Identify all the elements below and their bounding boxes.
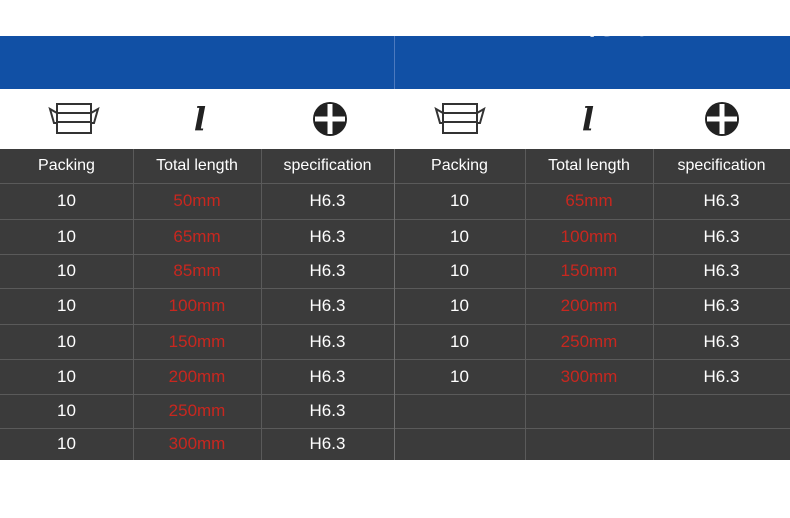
column-header: Total length	[548, 157, 630, 174]
column-header: specification	[677, 157, 766, 174]
table-cell: 150mm	[560, 261, 618, 280]
table-cell: H6.3	[309, 226, 346, 246]
left-group-title: PH2	[169, 11, 225, 42]
table-cell: 10	[450, 226, 469, 246]
table-cell: H6.3	[309, 401, 346, 420]
table-cell: 200mm	[560, 296, 618, 315]
table-cell: 50mm	[173, 191, 221, 210]
table-cell: 10	[450, 366, 469, 386]
table-cell: H6.3	[703, 296, 740, 315]
table-cell: H6.3	[309, 296, 346, 315]
table-cell: 300mm	[560, 366, 618, 386]
table-cell: H6.3	[703, 226, 740, 246]
length-l-icon	[558, 98, 618, 140]
table-cell: 10	[57, 401, 76, 420]
title-divider	[394, 36, 395, 89]
row-divider	[0, 428, 790, 429]
group-divider	[394, 149, 395, 460]
row-divider	[0, 219, 790, 220]
table-cell: 250mm	[168, 401, 226, 420]
box-icon	[44, 98, 104, 140]
table-cell: H6.3	[703, 191, 740, 210]
column-header: specification	[283, 157, 372, 174]
table-cell: 200mm	[168, 366, 226, 386]
table-cell: 10	[450, 331, 469, 351]
length-symbol: l	[581, 100, 595, 138]
row-divider	[0, 359, 790, 360]
table-cell: 85mm	[173, 261, 221, 280]
table-cell: 10	[57, 261, 76, 280]
column-divider	[261, 149, 262, 460]
table-cell: H6.3	[309, 261, 346, 280]
table-cell: H6.3	[309, 434, 346, 453]
table-cell: 100mm	[168, 296, 226, 315]
table-cell: 10	[57, 226, 76, 246]
phillips-cross-icon	[692, 98, 752, 140]
table-cell: 300mm	[168, 434, 226, 453]
table-cell: 250mm	[560, 331, 618, 351]
column-header: Packing	[38, 157, 95, 174]
table-cell: H6.3	[703, 366, 740, 386]
length-l-icon	[170, 98, 230, 140]
row-divider	[0, 394, 790, 395]
box-icon	[430, 98, 490, 140]
table-cell: 150mm	[168, 331, 226, 351]
table-cell: 10	[450, 191, 469, 210]
right-group-title: PH2/SL6	[535, 11, 650, 42]
table-cell: 10	[450, 261, 469, 280]
row-divider	[0, 288, 790, 289]
table-cell: H6.3	[703, 331, 740, 351]
column-divider	[653, 149, 654, 460]
row-divider	[0, 254, 790, 255]
table-cell: 10	[57, 191, 76, 210]
table-cell: 10	[57, 331, 76, 351]
table-cell: 10	[57, 434, 76, 453]
table-cell: 10	[57, 296, 76, 315]
table-cell: H6.3	[703, 261, 740, 280]
phillips-cross-icon	[300, 98, 360, 140]
table-cell: 10	[450, 296, 469, 315]
table-cell: 10	[57, 366, 76, 386]
column-header: Packing	[431, 157, 488, 174]
length-symbol: l	[193, 100, 207, 138]
column-divider	[133, 149, 134, 460]
spec-table	[0, 149, 790, 460]
table-cell: 100mm	[560, 226, 618, 246]
table-cell: H6.3	[309, 331, 346, 351]
row-divider	[0, 183, 790, 184]
table-cell: H6.3	[309, 366, 346, 386]
table-cell: 65mm	[173, 226, 221, 246]
row-divider	[0, 324, 790, 325]
column-header: Total length	[156, 157, 238, 174]
table-cell: 65mm	[565, 191, 613, 210]
table-cell: H6.3	[309, 191, 346, 210]
column-divider	[525, 149, 526, 460]
